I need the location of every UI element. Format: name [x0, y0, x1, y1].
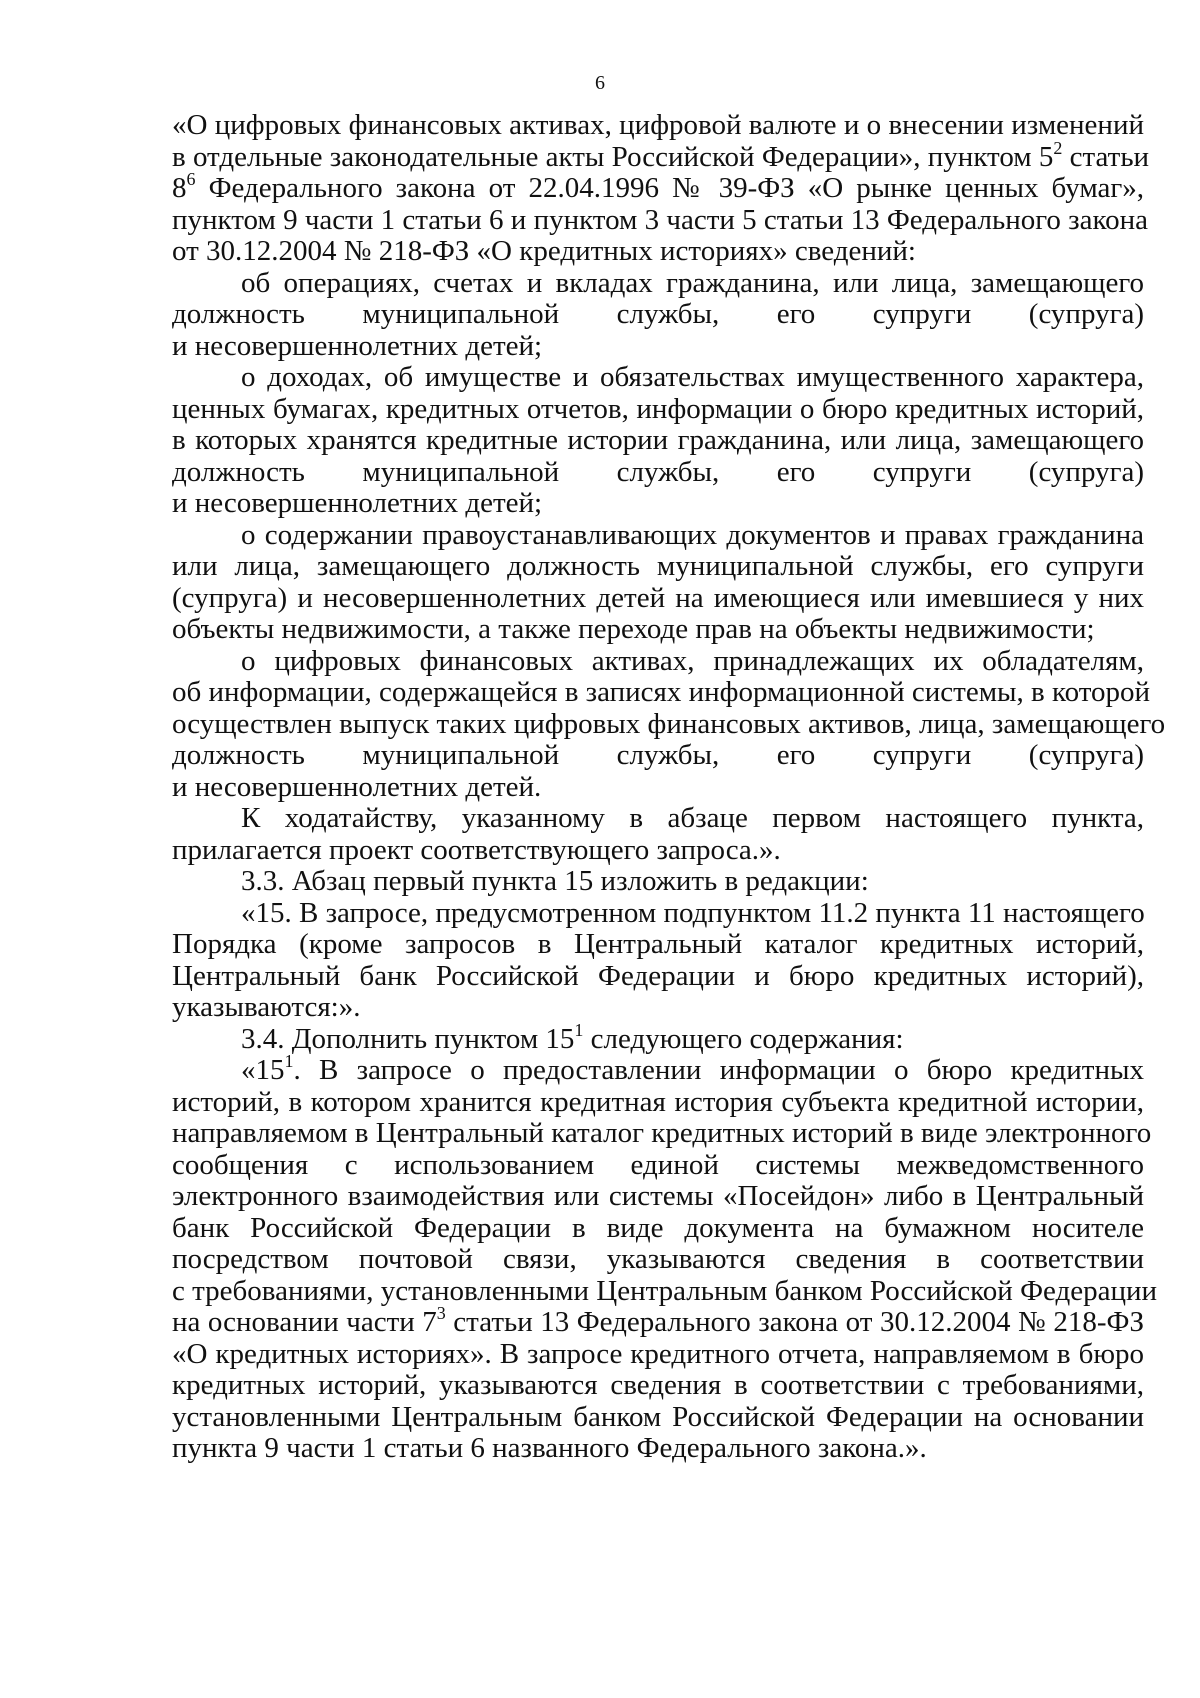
- text-segment: в которых хранятся кредитные истории гражданина, или лица, замещающего: [172, 424, 1144, 456]
- text-segment: «О кредитных историях». В запросе кредитного отчета, направляемом в бюро: [172, 1337, 1144, 1370]
- text-segment: и несовершеннолетних детей.: [172, 770, 542, 803]
- text-segment: должность муниципальной службы, его супруги (супруга): [172, 455, 1144, 488]
- text-line: [172, 171, 1144, 205]
- text-line: [172, 990, 1144, 1024]
- text-line: [241, 896, 1144, 930]
- text-segment: следующего содержания:: [583, 1022, 904, 1055]
- page-number: 6: [595, 72, 605, 94]
- text-segment: статьи 13 Федерального закона от 30.12.2004 № 218-ФЗ: [445, 1306, 1144, 1338]
- text-segment: о содержании правоустанавливающих документов и правах гражданина: [241, 518, 1144, 551]
- superscript: 1: [284, 1051, 294, 1071]
- text-line: [172, 1337, 1144, 1371]
- text-line: [172, 1085, 1144, 1119]
- text-line: [172, 1148, 1144, 1182]
- text-segment: должность муниципальной службы, его супруги (супруга): [172, 739, 1144, 771]
- text-line: [172, 549, 1144, 583]
- text-line: [172, 1242, 1144, 1276]
- text-line: [172, 833, 1144, 867]
- text-segment: ценных бумагах, кредитных отчетов, информации о бюро кредитных историй,: [172, 392, 1144, 425]
- text-line: [172, 455, 1144, 489]
- text-segment: 3.3. Абзац первый пункта 15 изложить в редакции:: [241, 865, 869, 897]
- text-line: [172, 1368, 1144, 1402]
- text-segment: с требованиями, установленными Центральным банком Российской Федерации: [172, 1274, 1158, 1307]
- text-segment: (супруга) и несовершеннолетних детей на имеющиеся или имевшиеся у них: [172, 581, 1144, 614]
- text-segment: и несовершеннолетних детей;: [172, 487, 543, 519]
- text-line: [172, 1305, 1144, 1339]
- text-segment: Порядка (кроме запросов в Центральный каталог кредитных историй,: [172, 928, 1144, 960]
- superscript: 1: [574, 1019, 584, 1040]
- text-line: [241, 266, 1144, 300]
- text-line: [172, 1211, 1144, 1245]
- text-segment: направляемом в Центральный каталог кредитных историй в виде электронного: [172, 1117, 1152, 1149]
- text-segment: историй, в котором хранится кредитная история субъекта кредитной истории,: [172, 1085, 1144, 1118]
- text-segment: . В запросе о предоставлении информации о бюро кредитных: [293, 1054, 1144, 1086]
- superscript: 3: [436, 1303, 446, 1323]
- text-segment: пункта 9 части 1 статьи 6 названного Федерального закона.».: [172, 1432, 927, 1464]
- text-line: [241, 864, 1144, 898]
- text-segment: Федерального закона от 22.04.1996 № 39-ФЗ «О рынке ценных бумаг»,: [195, 172, 1144, 204]
- text-line: [172, 707, 1166, 741]
- text-segment: электронного взаимодействия или системы «Посейдон» либо в Центральный: [172, 1180, 1144, 1212]
- text-segment: статьи: [1062, 140, 1150, 173]
- text-segment: о доходах, об имуществе и обязательствах имущественного характера,: [241, 361, 1144, 393]
- text-line: [172, 203, 1148, 237]
- text-line: [172, 1274, 1158, 1308]
- text-line: [172, 392, 1144, 426]
- text-segment: установленными Центральным банком Российской Федерации на основании: [172, 1400, 1144, 1433]
- text-segment: пунктом 9 части 1 статьи 6 и пунктом 3 части 5 статьи 13 Федерального закона: [172, 203, 1148, 236]
- text-line: [172, 738, 1144, 772]
- text-segment: «15: [241, 1054, 285, 1086]
- text-line: [241, 1019, 1144, 1056]
- text-segment: Центральный банк Российской Федерации и бюро кредитных историй),: [172, 959, 1144, 992]
- text-line: [172, 1179, 1144, 1213]
- text-line: [172, 675, 1151, 709]
- text-line: [172, 108, 1144, 142]
- text-segment: о цифровых финансовых активах, принадлежащих их обладателям,: [241, 644, 1144, 677]
- text-line: [172, 612, 1144, 646]
- text-line: [172, 329, 1144, 363]
- text-segment: об информации, содержащейся в записях информационной системы, в которой: [172, 676, 1151, 708]
- text-line: [241, 1053, 1144, 1087]
- text-segment: «О цифровых финансовых активах, цифровой валюте и о внесении изменений: [172, 109, 1144, 141]
- superscript: 2: [1053, 137, 1063, 158]
- text-line: [172, 1431, 1144, 1465]
- text-segment: прилагается проект соответствующего запроса.».: [172, 833, 781, 866]
- text-segment: на основании части 7: [172, 1306, 437, 1338]
- text-segment: и несовершеннолетних детей;: [172, 329, 543, 362]
- text-line: [172, 1116, 1152, 1150]
- text-segment: посредством почтовой связи, указываются сведения в соответствии: [172, 1243, 1144, 1275]
- text-line: [172, 581, 1144, 615]
- text-segment: указываются:».: [172, 991, 361, 1023]
- text-segment: в отдельные законодательные акты Российской Федерации», пунктом 5: [172, 140, 1054, 173]
- text-segment: банк Российской Федерации в виде документа на бумажном носителе: [172, 1211, 1144, 1244]
- text-segment: от 30.12.2004 № 218-ФЗ «О кредитных историях» сведений:: [172, 235, 916, 267]
- text-segment: кредитных историй, указываются сведения в соответствии с требованиями,: [172, 1369, 1144, 1401]
- text-line: [172, 927, 1144, 961]
- text-segment: 8: [172, 172, 187, 204]
- text-line: [172, 423, 1144, 457]
- text-line: [172, 959, 1144, 993]
- text-segment: 3.4. Дополнить пунктом 15: [241, 1022, 575, 1055]
- text-segment: осуществлен выпуск таких цифровых финансовых активов, лица, замещающего: [172, 707, 1166, 740]
- text-line: [172, 1400, 1144, 1434]
- text-segment: К ходатайству, указанному в абзаце первом настоящего пункта,: [241, 802, 1144, 834]
- text-line: [172, 770, 1144, 804]
- text-line: [241, 801, 1144, 835]
- text-line: [172, 234, 1144, 268]
- text-line: [172, 137, 1150, 174]
- text-segment: об операциях, счетах и вкладах гражданина, или лица, замещающего: [241, 266, 1144, 299]
- text-line: [172, 486, 1144, 520]
- text-segment: объекты недвижимости, а также переходе прав на объекты недвижимости;: [172, 613, 1095, 645]
- text-segment: или лица, замещающего должность муниципальной службы, его супруги: [172, 550, 1144, 582]
- text-segment: должность муниципальной службы, его супруги (супруга): [172, 298, 1144, 330]
- text-segment: «15. В запросе, предусмотренном подпунктом 11.2 пункта 11 настоящего: [241, 896, 1145, 929]
- text-line: [172, 297, 1144, 331]
- text-line: [241, 644, 1144, 678]
- superscript: 6: [186, 169, 196, 189]
- text-segment: сообщения с использованием единой системы межведомственного: [172, 1148, 1144, 1181]
- text-line: [241, 518, 1144, 552]
- text-line: [241, 360, 1144, 394]
